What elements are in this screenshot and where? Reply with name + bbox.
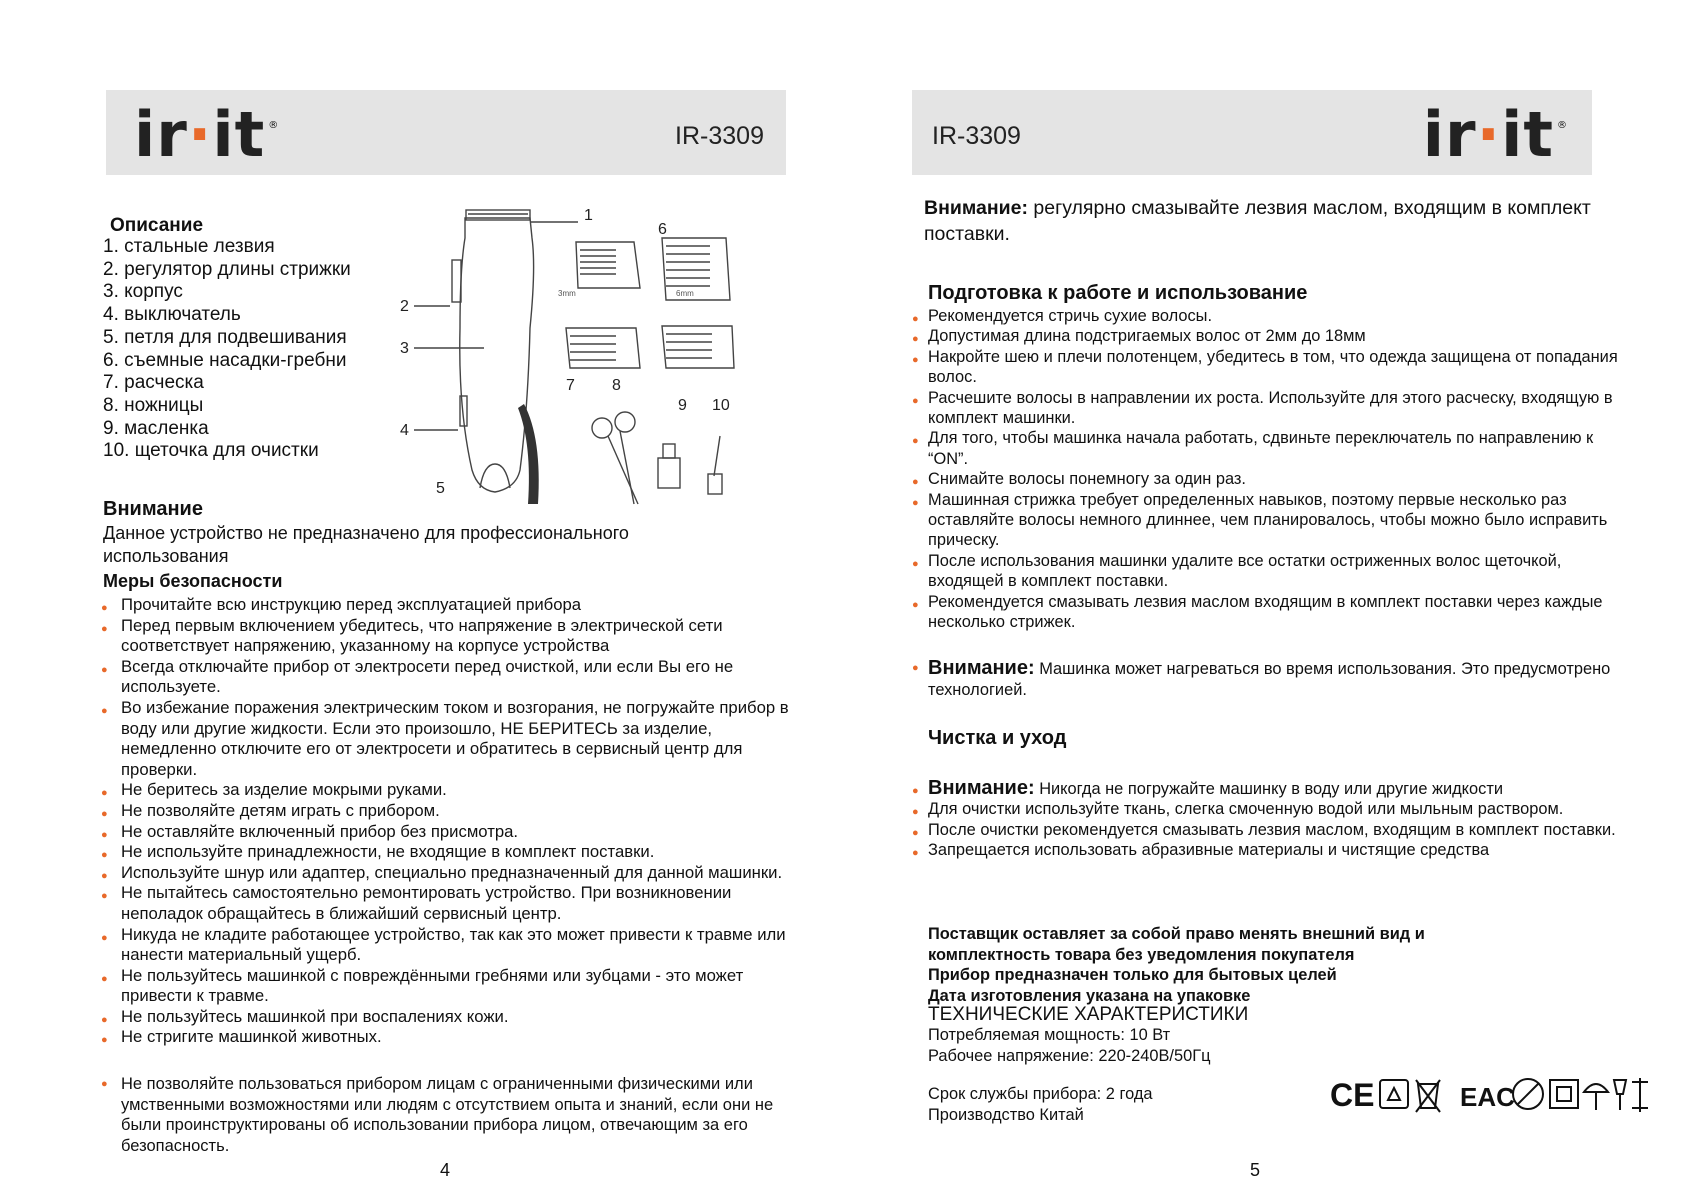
- service-life: Срок службы прибора: 2 года: [928, 1085, 1153, 1103]
- list-item: ● Накройте шею и плечи полотенцем, убедитесь в том, что одежда защищена от попадания волос.: [912, 347, 1632, 388]
- list-item: ● Внимание: Машинка может нагреваться во время использования. Это предусмотрено технологией.: [912, 658, 1632, 701]
- diagram-label: 5: [436, 480, 445, 497]
- list-item: ● Внимание: Никогда не погружайте машинку в воду или другие жидкости: [912, 778, 1632, 799]
- ce-mark-icon: CE: [1330, 1077, 1375, 1113]
- model-number: IR-3309: [675, 122, 764, 150]
- model-number: IR-3309: [932, 122, 1021, 150]
- spec-voltage: Рабочее напряжение: 220-240В/50Гц: [928, 1047, 1211, 1065]
- brand-logo: ir·it ®: [134, 98, 280, 171]
- recycle-icon: [1380, 1080, 1408, 1108]
- umbrella-icon: [1584, 1084, 1608, 1110]
- diagram-label: 8: [612, 377, 621, 394]
- specs: [928, 1004, 1628, 1067]
- diagram-label: 1: [584, 208, 593, 224]
- list-item: ● Не позволяйте пользоваться прибором лицам с ограниченными физическими или умственными возможностями или людям с отсутствием опыта и знаний, если они не были проинструктированы об использовании прибора лицом, отвечающим за его безопасность.: [101, 1074, 801, 1156]
- heat-warning: [912, 658, 1632, 701]
- page-number: 5: [1250, 1160, 1261, 1180]
- no-icon: [1513, 1079, 1543, 1109]
- warning-text: Данное устройство не предназначено для профессионального использования: [103, 523, 629, 566]
- weee-bin-icon: [1416, 1080, 1440, 1112]
- fragile-icon: [1614, 1080, 1626, 1110]
- comb-size-label: 6mm: [676, 289, 694, 298]
- diagram-label: 3: [400, 340, 409, 357]
- list-item: ● Не используйте принадлежности, не входящие в комплект поставки.: [101, 842, 801, 863]
- certification-marks: [1330, 1072, 1652, 1116]
- warning-title: Внимание: [103, 498, 203, 520]
- list-item: ● Прочитайте всю инструкцию перед эксплуатацией прибора: [101, 595, 801, 616]
- list-item: ● Используйте шнур или адаптер, специально предназначенный для данной машинки.: [101, 863, 801, 884]
- list-item: ● Не пытайтесь самостоятельно ремонтировать устройство. При возникновении неполадок обращайтесь в ближайший сервисный центр.: [101, 883, 801, 924]
- list-item: ● Не пользуйтесь машинкой при воспалениях кожи.: [101, 1007, 801, 1028]
- list-item: 1. стальные лезвия: [103, 236, 275, 257]
- diagram-label: 6: [658, 221, 667, 238]
- list-item: 2. регулятор длины стрижки: [103, 258, 351, 280]
- list-item: 3. корпус: [103, 281, 183, 303]
- safety-list: [101, 595, 801, 1048]
- list-item: 8. ножницы: [103, 394, 204, 416]
- list-item: ● Снимайте волосы понемногу за один раз.: [912, 469, 1632, 489]
- list-item: ● Машинная стрижка требует определенных навыков, поэтому первые несколько раз оставляйте волосы немного длиннее, чем планировалось, чтобы можно было исправить прическу.: [912, 490, 1632, 551]
- list-item: ● После использования машинки удалите все остатки остриженных волос щеточкой, входящей в комплект поставки.: [912, 551, 1632, 592]
- diagram-label: 10: [712, 397, 730, 414]
- list-item: ● Не оставляйте включенный прибор без присмотра.: [101, 822, 801, 843]
- comb-size-label: 3mm: [558, 289, 576, 298]
- attention-note: Внимание: регулярно смазывайте лезвия маслом, входящим в комплект поставки.: [924, 197, 1591, 245]
- list-item: ● Не позволяйте детям играть с прибором.: [101, 801, 801, 822]
- header-bar: [106, 90, 786, 175]
- list-item: 6. съемные насадки-гребни: [103, 349, 347, 371]
- diagram-label: 4: [400, 422, 409, 439]
- list-item: 5. петля для подвешивания: [103, 326, 347, 348]
- supplier-note: Поставщик оставляет за собой право менять внешний вид и комплектность товара без уведомления покупателя Прибор предназначен только для бытовых целей Дата изготовления указана на упаковке: [928, 925, 1425, 1005]
- list-item: ● Рекомендуется смазывать лезвия маслом входящим в комплект поставки через каждые несколько стрижек.: [912, 592, 1632, 633]
- list-item: 9. масленка: [103, 417, 209, 439]
- diagram-label: 7: [566, 377, 575, 394]
- safety-title: Меры безопасности: [103, 571, 283, 591]
- diagram-label: 9: [678, 397, 687, 414]
- list-item: ● Не пользуйтесь машинкой с повреждёнными гребнями или зубцами - это может привести к травме.: [101, 966, 801, 1007]
- description-title: Описание: [110, 215, 204, 236]
- list-item: 10. щеточка для очистки: [103, 440, 319, 462]
- safety-list-last: [101, 1074, 801, 1156]
- diagram-label: 2: [400, 298, 409, 315]
- product-diagram: [380, 208, 780, 508]
- prep-title: Подготовка к работе и использование: [928, 282, 1308, 304]
- list-item: ● После очистки рекомендуется смазывать лезвия маслом, входящим в комплект поставки.: [912, 820, 1632, 840]
- list-item: ● Для очистки используйте ткань, слегка смоченную водой или мыльным раствором.: [912, 799, 1632, 819]
- page-number: 4: [440, 1160, 451, 1180]
- list-item: ● Запрещается использовать абразивные материалы и чистящие средства: [912, 840, 1632, 860]
- eac-mark-icon: EAC: [1460, 1082, 1515, 1112]
- brand-logo: ir·it ®: [1422, 98, 1568, 171]
- list-item: ● Не стригите машинкой животных.: [101, 1027, 801, 1048]
- list-item: ● Перед первым включением убедитесь, что напряжение в электрической сети соответствует напряжению, указанному на корпусе устройства: [101, 616, 801, 657]
- list-item: ● Во избежание поражения электрическим током и возгорания, не погружайте прибор в воду или другие жидкости. Если это произошло, НЕ БЕРИТЕСЬ за изделие, немедленно отключите его от электросети и обратитесь в сервисный центр для проверки.: [101, 698, 801, 780]
- description-list: [103, 236, 351, 463]
- care-title: Чистка и уход: [928, 727, 1067, 749]
- header-bar: [912, 90, 1592, 175]
- list-item: ● Для того, чтобы машинка начала работать, сдвиньте переключатель по направлению к “ON”.: [912, 428, 1632, 469]
- box-icon: [1550, 1080, 1578, 1108]
- origin: Производство Китай: [928, 1105, 1084, 1124]
- list-item: ● Рекомендуется стричь сухие волосы.: [912, 306, 1632, 326]
- temperature-icon: [1632, 1078, 1648, 1112]
- page-right: [842, 0, 1684, 1191]
- care-list: [912, 778, 1632, 861]
- prep-list: [912, 306, 1632, 633]
- spec-power: Потребляемая мощность: 10 Вт: [928, 1026, 1171, 1044]
- diagram-svg: [380, 208, 780, 508]
- list-item: ● Не беритесь за изделие мокрыми руками.: [101, 780, 801, 801]
- specs-title: ТЕХНИЧЕСКИЕ ХАРАКТЕРИСТИКИ: [928, 1004, 1249, 1025]
- list-item: ● Всегда отключайте прибор от электросети перед очисткой, или если Вы его не используете.: [101, 657, 801, 698]
- list-item: ● Расчешите волосы в направлении их роста. Используйте для этого расческу, входящую в комплект машинки.: [912, 388, 1632, 429]
- list-item: 4. выключатель: [103, 304, 241, 326]
- list-item: ● Никуда не кладите работающее устройство, так как это может привести к травме или нанести материальный ущерб.: [101, 925, 801, 966]
- list-item: 7. расческа: [103, 372, 204, 394]
- list-item: ● Допустимая длина подстригаемых волос от 2мм до 18мм: [912, 326, 1632, 346]
